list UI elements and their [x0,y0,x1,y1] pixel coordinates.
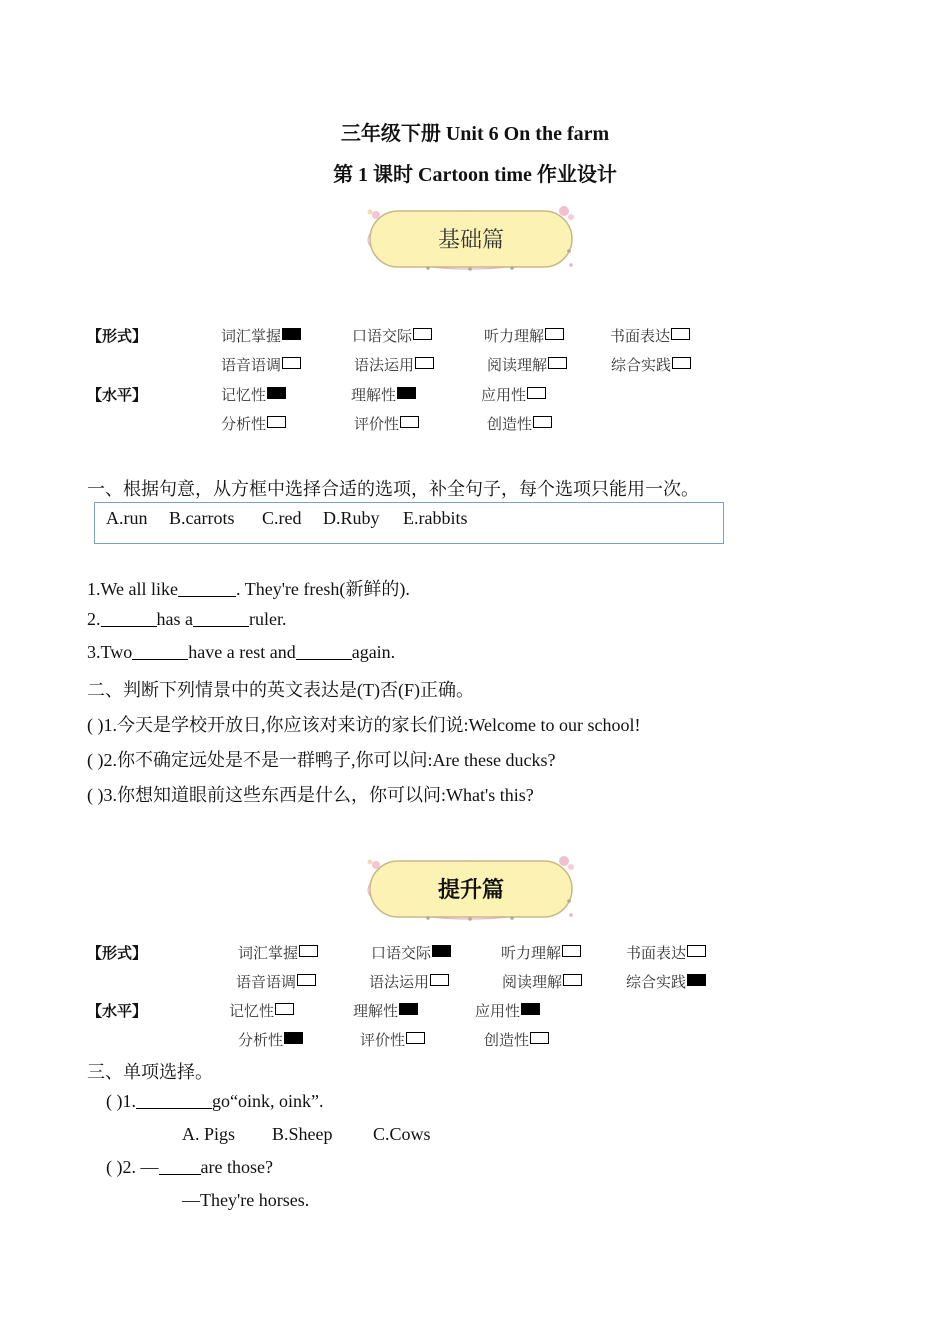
checkbox-filled-icon [399,1003,418,1015]
form-item: 语法运用 [369,971,449,992]
checkbox-empty-icon [415,357,434,369]
form-item: 阅读理解 [502,971,582,992]
checkbox-empty-icon [562,945,581,957]
q3-option-b: B.Sheep [272,1124,333,1144]
checkbox-empty-icon [545,328,564,340]
level-item: 评价性 [360,1029,425,1050]
form-item: 词汇掌握 [221,325,301,346]
checkbox-empty-icon [430,974,449,986]
option-e: E.rabbits [403,508,468,528]
checkbox-empty-icon [527,387,546,399]
option-b: B.carrots [169,508,235,528]
form-item: 书面表达 [610,325,690,346]
checkbox-empty-icon [267,416,286,428]
checkbox-empty-icon [548,357,567,369]
checkbox-empty-icon [530,1032,549,1044]
q3-item-2-answer: —They're horses. [182,1190,310,1210]
sentence-3: 3.Two have a rest and again. [87,642,396,662]
checkbox-empty-icon [299,945,318,957]
answer-blank[interactable] [296,643,352,660]
checkbox-empty-icon [275,1003,294,1015]
level-item: 应用性 [475,1000,540,1021]
level-item: 记忆性 [221,384,286,405]
badge-label: 基础篇 [437,228,504,253]
checkbox-empty-icon [687,945,706,957]
level-label: 【水平】 [87,386,148,404]
form-item: 语音语调 [221,354,301,375]
option-c: C.red [262,508,302,528]
checkbox-filled-icon [282,328,301,340]
level-item: 分析性 [238,1029,303,1050]
option-a: A.run [106,508,148,528]
q1-heading: 一、根据句意，从方框中选择合适的选项，补全句子，每个选项只能用一次。 [87,479,699,499]
form-item: 听力理解 [501,942,581,963]
checkbox-empty-icon [406,1032,425,1044]
checkbox-filled-icon [397,387,416,399]
checkbox-empty-icon [563,974,582,986]
q3-heading: 三、单项选择。 [87,1062,213,1082]
level-label: 【水平】 [87,1002,148,1020]
form-item: 书面表达 [626,942,706,963]
answer-blank[interactable] [193,610,249,627]
page-title: 三年级下册 Unit 6 On the farm [340,123,610,145]
checkbox-filled-icon [267,387,286,399]
level-item: 评价性 [354,413,419,434]
checkbox-empty-icon [297,974,316,986]
form-item: 语法运用 [354,354,434,375]
checkbox-filled-icon [521,1003,540,1015]
badge-label: 提升篇 [437,878,504,903]
checkbox-empty-icon [400,416,419,428]
level-item: 理解性 [351,384,416,405]
checkbox-empty-icon [672,357,691,369]
form-item: 词汇掌握 [238,942,318,963]
level-item: 分析性 [221,413,286,434]
q3-option-c: C.Cows [373,1124,431,1144]
q3-item-1: ( )1. go“oink, oink”. [106,1091,324,1111]
q2-heading: 二、判断下列情景中的英文表达是(T)否(F)正确。 [87,680,474,700]
checkbox-filled-icon [432,945,451,957]
checkbox-empty-icon [282,357,301,369]
answer-blank[interactable] [178,580,236,597]
form-label: 【形式】 [87,944,148,962]
checkbox-filled-icon [687,974,706,986]
q2-item-1: ( )1.今天是学校开放日,你应该对来访的家长们说:Welcome to our school! [87,715,641,735]
answer-blank[interactable] [136,1092,212,1109]
level-item: 创造性 [487,413,552,434]
answer-blank[interactable] [101,610,157,627]
q2-item-2: ( )2.你不确定远处是不是一群鸭子,你可以问:Are these ducks? [87,750,556,770]
checkbox-empty-icon [413,328,432,340]
q3-item-2: ( )2. — are those? [106,1157,273,1177]
answer-blank[interactable] [159,1158,201,1175]
level-item: 创造性 [484,1029,549,1050]
section-badge-advanced [364,853,578,923]
checkbox-empty-icon [533,416,552,428]
form-item: 听力理解 [484,325,564,346]
checkbox-empty-icon [671,328,690,340]
section-badge-basic [364,203,578,273]
option-d: D.Ruby [323,508,380,528]
q2-item-3: ( )3.你想知道眼前这些东西是什么，你可以问:What's this? [87,785,534,805]
page-subtitle: 第 1 课时 Cartoon time 作业设计 [333,164,617,186]
sentence-2: 2. has a ruler. [87,609,287,629]
level-item: 理解性 [353,1000,418,1021]
form-item: 综合实践 [611,354,691,375]
form-item: 综合实践 [626,971,706,992]
form-item: 口语交际 [371,942,451,963]
q3-option-a: A. Pigs [182,1124,236,1144]
checkbox-filled-icon [284,1032,303,1044]
form-item: 阅读理解 [487,354,567,375]
answer-blank[interactable] [132,643,188,660]
level-item: 应用性 [481,384,546,405]
level-item: 记忆性 [229,1000,294,1021]
form-label: 【形式】 [87,327,148,345]
form-item: 口语交际 [352,325,432,346]
sentence-1: 1.We all like . They're fresh(新鲜的). [87,579,410,599]
form-item: 语音语调 [236,971,316,992]
